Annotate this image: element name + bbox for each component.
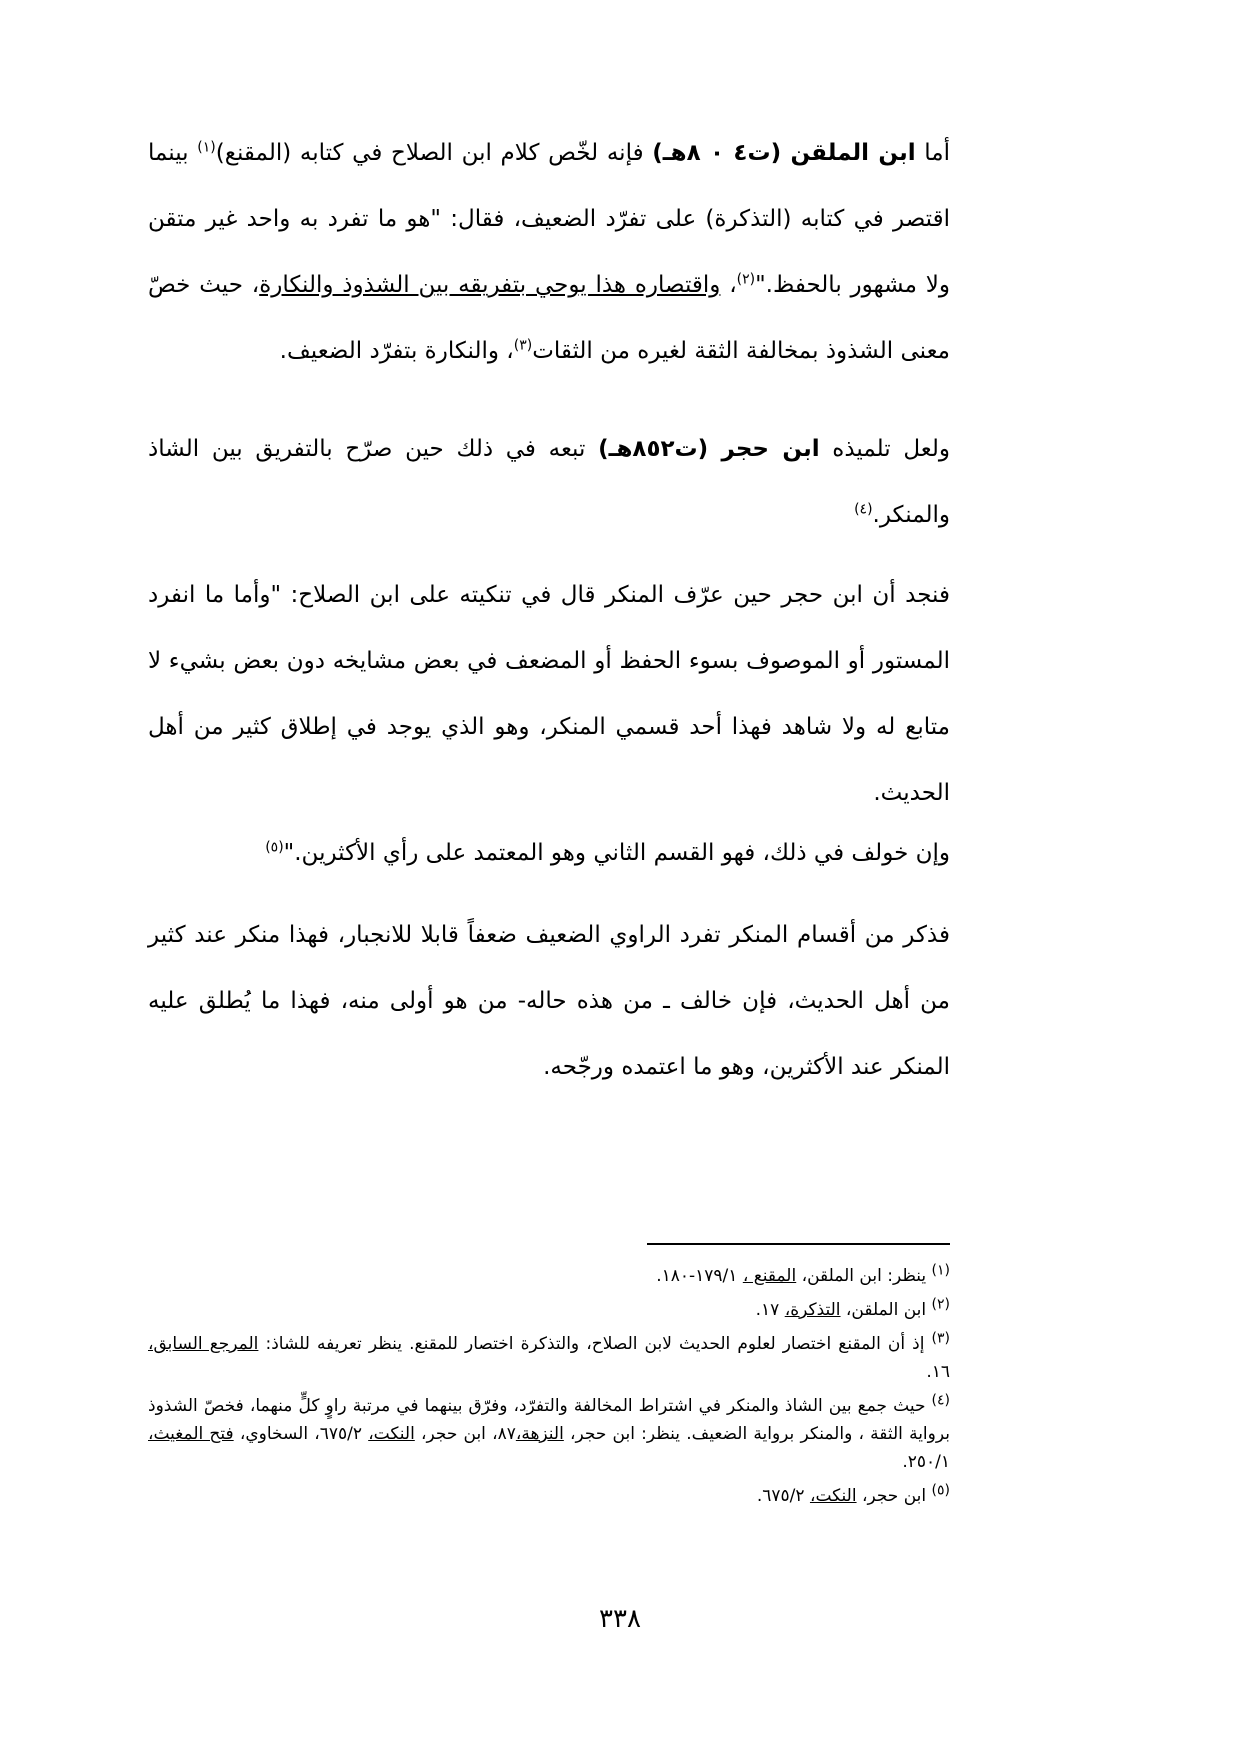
footnote-5 (148, 1482, 950, 1510)
footnote-text: ٦٧٥/٢، السخاوي، (233, 1424, 369, 1444)
footnote-ref-1[interactable]: (١) (197, 139, 216, 156)
text-run: تبعه في ذلك حين صرّح بالتفريق بين الشاذ والمنكر. (148, 436, 950, 528)
footnote-number: (٤) (931, 1392, 950, 1409)
footnote-number: (٣) (931, 1330, 951, 1347)
paragraph-ibn-al-mulaqqin (148, 120, 950, 384)
footnote-text: ٨٧، ابن حجر، (414, 1424, 516, 1444)
text-run: ، حيث خصّ معنى الشذوذ بمخالفة الثقة لغيره من الثقات (148, 272, 950, 364)
source-title: النزهة، (515, 1424, 564, 1444)
footnote-text: ينظر: ابن الملقن، (796, 1266, 932, 1286)
footnote-separator (647, 1243, 950, 1245)
text-run: ، (720, 272, 737, 298)
footnote-1 (148, 1262, 950, 1290)
footnote-number: (٢) (931, 1296, 950, 1313)
source-title: المقنع ، (742, 1266, 797, 1286)
footnote-text: ١٦. (926, 1362, 950, 1382)
paragraph-conclusion (148, 902, 950, 1100)
page-number: ٣٣٨ (599, 1604, 641, 1634)
source-title: النكت، (809, 1486, 857, 1506)
footnote-ref-5[interactable]: (٥) (265, 839, 284, 856)
footnote-text: ابن الملقن، (840, 1300, 932, 1320)
source-title: النكت، (368, 1424, 415, 1444)
footnote-number: (١) (931, 1262, 950, 1279)
source-title: التذكرة، (784, 1300, 841, 1320)
text-run: وإن خولف في ذلك، فهو القسم الثاني وهو المعتمد على رأي الأكثرين." (283, 840, 950, 866)
paragraph-ibn-hajar (148, 416, 950, 548)
text-run: فذكر من أقسام المنكر تفرد الراوي الضعيف ضعفاً قابلا للانجبار، فهذا منكر عند كثير من أهل الحديث، فإن خالف ـ من هذه حاله- من هو أولى منه، فهذا ما يُطلق عليه المنكر عند الأكثرين، وهو ما اعتمده ورجّحه. (148, 922, 950, 1080)
footnote-text: إذ أن المقنع اختصار لعلوم الحديث لابن الصلاح، والتذكرة اختصار للمقنع. ينظر تعريفه للشاذ: (258, 1334, 932, 1354)
footnote-text: ١٧٩/١-١٨٠. (656, 1266, 743, 1286)
footnote-number: (٥) (931, 1482, 950, 1499)
footnote-2 (148, 1296, 950, 1324)
footnote-text: ٢٥٠/١. (902, 1452, 950, 1472)
bold-name: ابن حجر (ت٨٥٢هـ) (598, 436, 820, 462)
footnote-ref-2[interactable]: (٢) (736, 271, 756, 288)
footnote-text: حيث جمع بين الشاذ والمنكر في اشتراط المخالفة والتفرّد، وفرّق بينهما في مرتبة راوٍ كلٍّ منهما، فخصّ الشذوذ برواية الثقة ، والمنكر برواية الضعيف. ينظر: ابن حجر، (148, 1396, 950, 1444)
footnote-text: ١٧. (755, 1300, 785, 1320)
underlined-text: واقتصاره هذا يوحي بتفريقه بين الشذوذ والنكارة (259, 272, 721, 298)
text-run: أما (915, 140, 951, 166)
footnotes (148, 1262, 950, 1510)
text-run: فإنه لخّص كلام ابن الصلاح في كتابه (المقنع) (215, 140, 653, 166)
bold-name: ابن الملقن (ت٤ ٠ ٨هـ) (652, 140, 916, 166)
footnote-ref-4[interactable]: (٤) (854, 501, 873, 518)
footnote-text: ابن حجر، (856, 1486, 932, 1506)
text-run: ، والنكارة بتفرّد الضعيف. (279, 338, 514, 364)
footnote-text: ٦٧٥/٢. (756, 1486, 810, 1506)
footnote-3 (148, 1330, 950, 1386)
footnote-ref-3[interactable]: (٣) (513, 337, 533, 354)
source-title: فتح المغيث، (148, 1424, 234, 1444)
text-run: ولعل تلميذه (819, 436, 950, 462)
paragraph-quote (148, 562, 950, 826)
source-title: المرجع السابق، (148, 1334, 259, 1354)
footnote-4 (148, 1392, 950, 1476)
text-run: بينما اقتصر في كتابه (التذكرة) على تفرّد الضعيف، فقال: "هو ما تفرد به واحد غير متقن ولا مشهور بالحفظ." (148, 140, 950, 298)
paragraph-quote-continued (148, 820, 950, 886)
text-run: فنجد أن ابن حجر حين عرّف المنكر قال في تنكيته على ابن الصلاح: "وأما ما انفرد المستور أو الموصوف بسوء الحفظ أو المضعف في بعض مشايخه دون بعض بشيء لا متابع له ولا شاهد فهذا أحد قسمي المنكر، وهو الذي يوجد في إطلاق كثير من أهل الحديث. (148, 582, 950, 806)
